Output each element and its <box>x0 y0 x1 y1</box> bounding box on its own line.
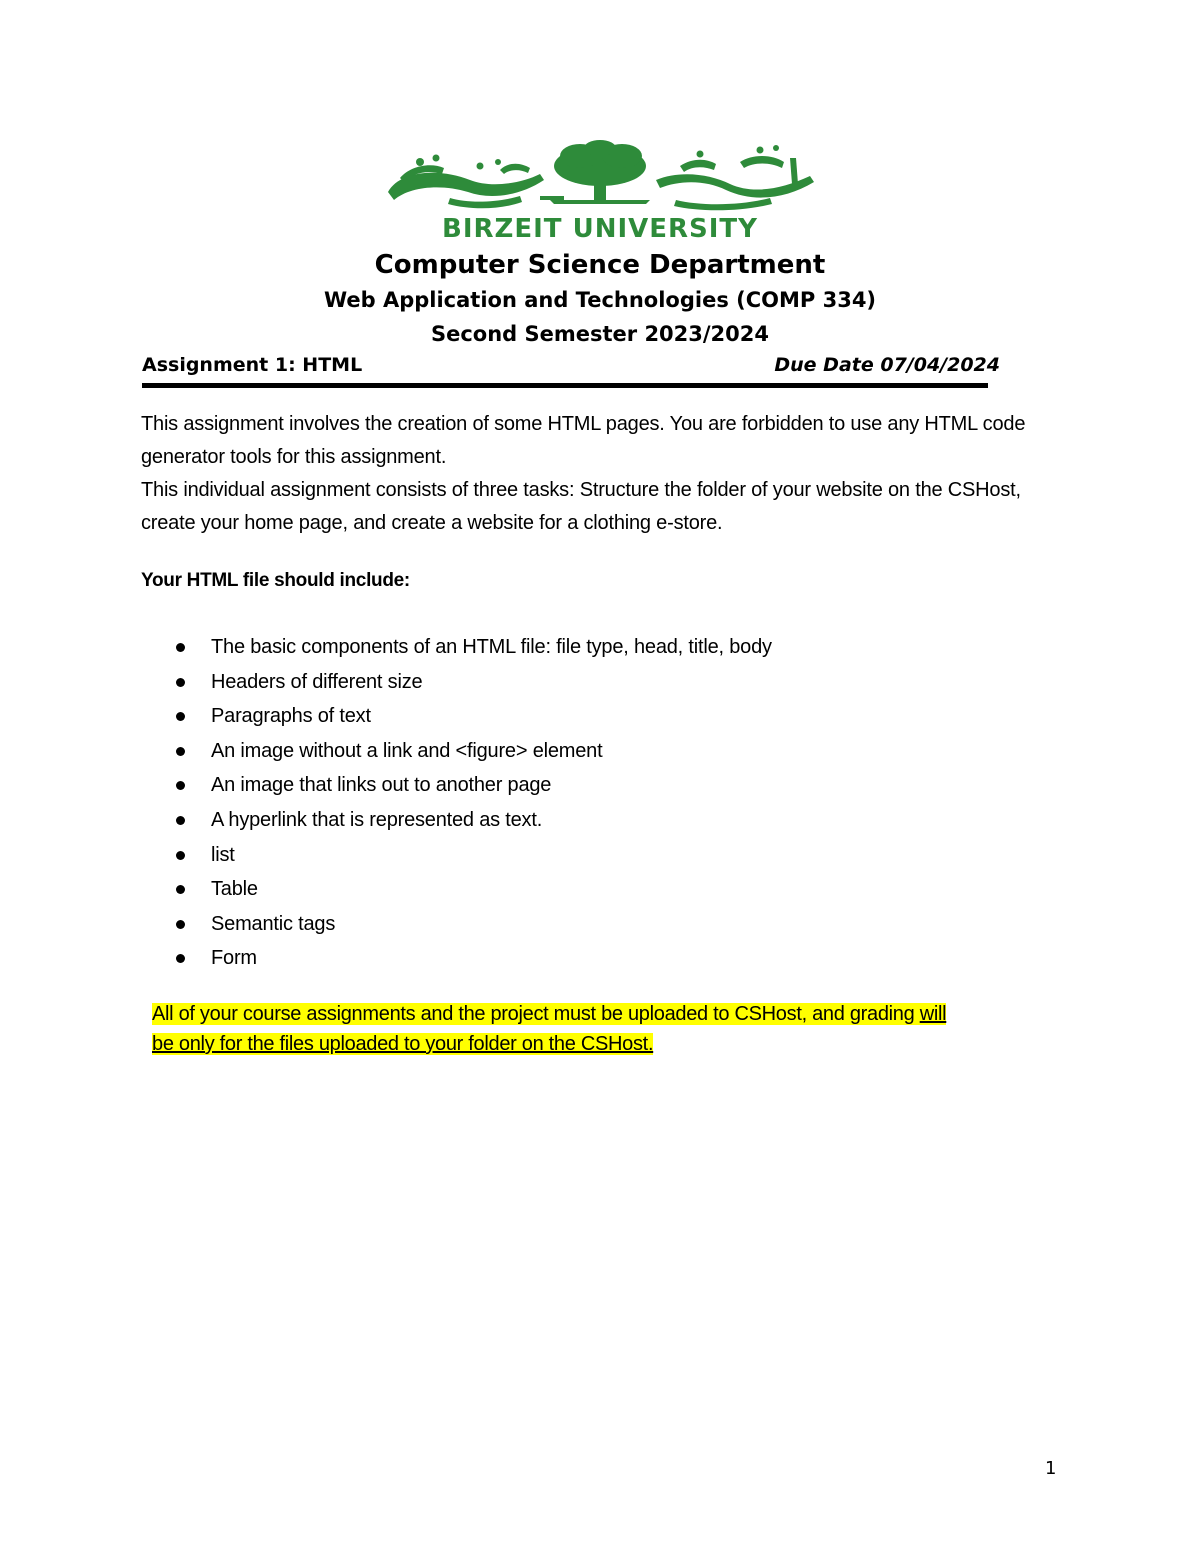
bullet-icon <box>176 816 185 825</box>
requirements-heading: Your HTML file should include: <box>141 570 410 591</box>
list-item: Headers of different size <box>0 665 772 700</box>
note-text: All of your course assignments and the project must be uploaded to CSHost, and grading <box>152 1003 920 1025</box>
list-item: Form <box>0 941 772 976</box>
list-item: list <box>0 838 772 873</box>
bullet-icon <box>176 781 185 790</box>
due-date: Due Date 07/04/2024 <box>774 354 1000 376</box>
department-title: Computer Science Department <box>374 250 826 280</box>
page-number: 1 <box>1045 1458 1057 1479</box>
bullet-icon <box>176 954 185 963</box>
bullet-icon <box>176 885 185 894</box>
list-item: The basic components of an HTML file: file type, head, title, body <box>0 630 772 665</box>
assignment-title: Assignment 1: HTML <box>142 354 363 376</box>
university-logo <box>380 140 820 250</box>
university-name: BIRZEIT UNIVERSITY <box>442 214 758 244</box>
list-item: A hyperlink that is represented as text. <box>0 803 772 838</box>
list-item: Paragraphs of text <box>0 699 772 734</box>
bullet-icon <box>176 643 185 652</box>
bullet-icon <box>176 920 185 929</box>
upload-note <box>152 999 1052 1059</box>
list-item: Table <box>0 872 772 907</box>
bullet-icon <box>176 712 185 721</box>
course-title: Web Application and Technologies (COMP 334) <box>323 288 877 312</box>
intro-paragraph-1: This assignment involves the creation of some HTML pages. You are forbidden to use any HTML code generator tools for this assignment. <box>141 413 1026 468</box>
bullet-icon <box>176 678 185 687</box>
list-item: Semantic tags <box>0 907 772 942</box>
requirements-list <box>0 630 772 976</box>
header-divider <box>142 383 988 388</box>
tree-logo-icon <box>380 140 820 220</box>
intro-paragraph-2: This individual assignment consists of three tasks: Structure the folder of your website on the CSHost, create your home page, and create a website for a clothing e-store. <box>141 479 1021 534</box>
note-underlined-word: will <box>919 1003 947 1025</box>
bullet-icon <box>176 851 185 860</box>
note-underlined-line: be only for the files uploaded to your folder on the CSHost. <box>152 1033 654 1055</box>
list-item: An image that links out to another page <box>0 768 772 803</box>
semester-title: Second Semester 2023/2024 <box>430 322 770 346</box>
bullet-icon <box>176 747 185 756</box>
assignment-row <box>142 354 1000 382</box>
list-item: An image without a link and <figure> element <box>0 734 772 769</box>
